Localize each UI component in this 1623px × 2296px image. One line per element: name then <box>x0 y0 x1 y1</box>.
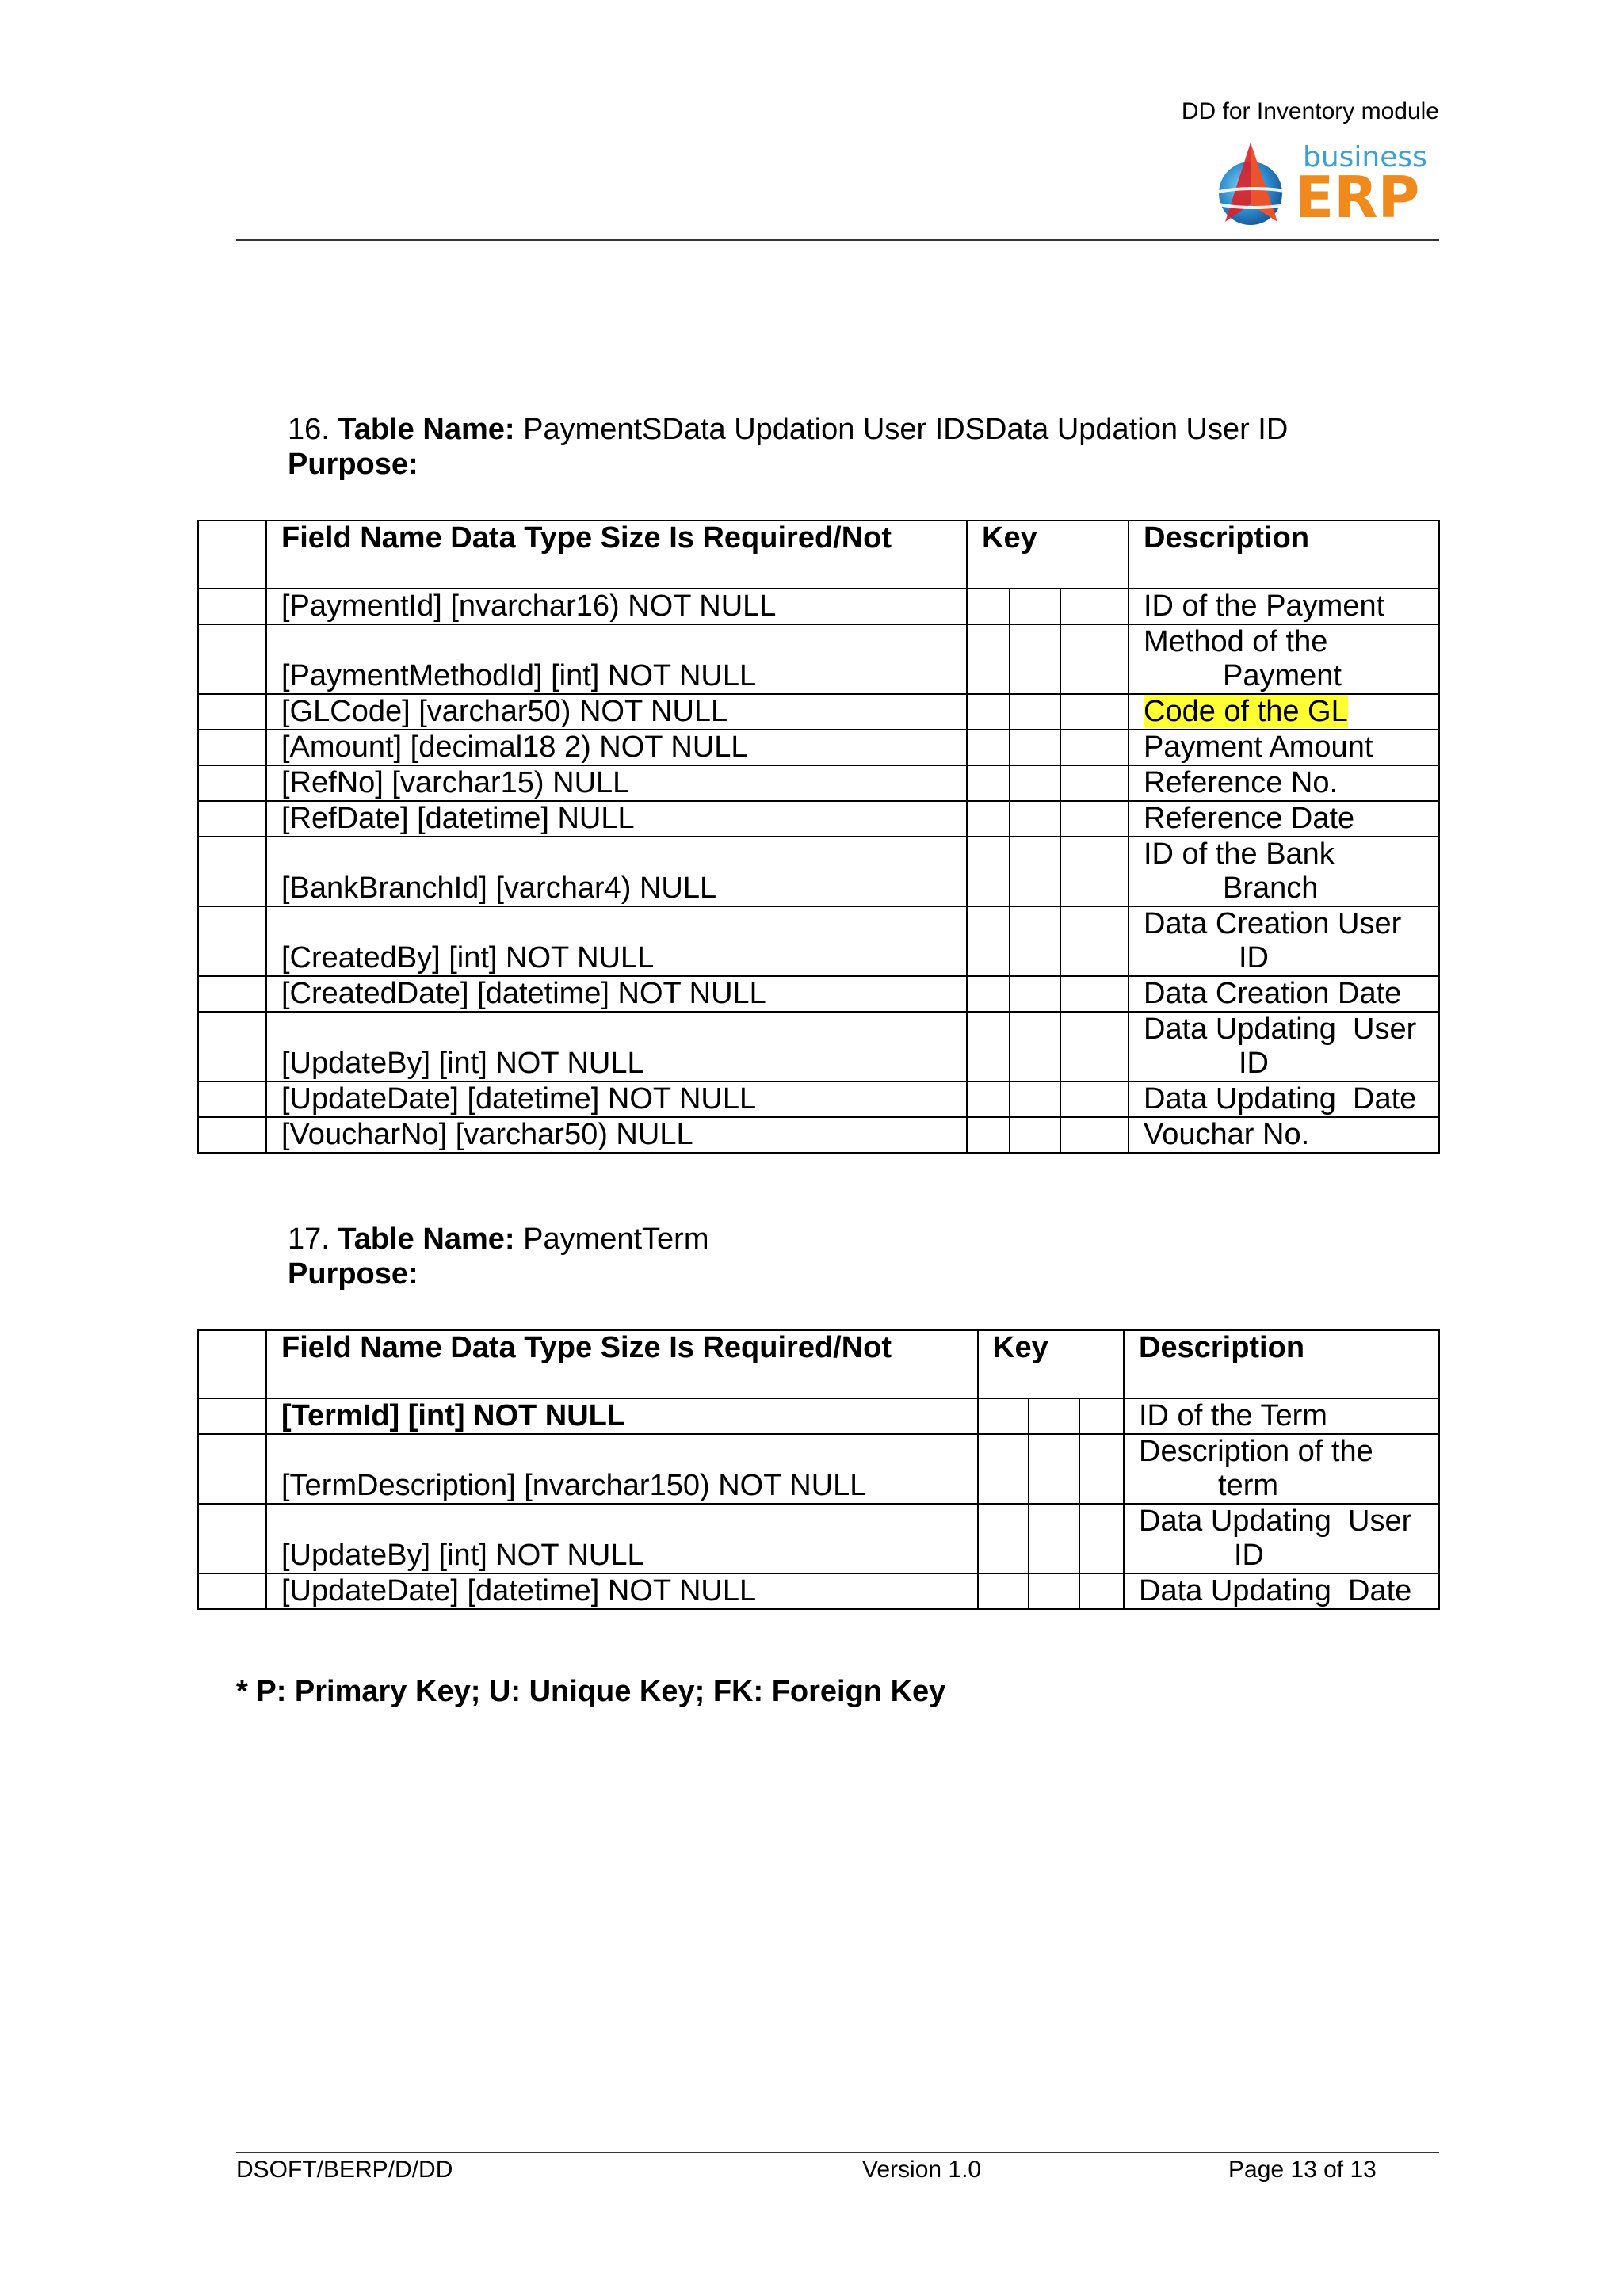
table-row <box>198 624 1439 694</box>
table-row <box>198 1573 1439 1609</box>
payment-term-table <box>197 1329 1440 1610</box>
business-erp-logo <box>1201 136 1439 231</box>
table-row <box>198 1081 1439 1117</box>
table-row <box>198 801 1439 837</box>
col-header-description: Description <box>1128 521 1439 589</box>
key-legend: * P: Primary Key; U: Unique Key; FK: Foreign Key <box>236 1675 946 1708</box>
table-row <box>198 1117 1439 1153</box>
table-row <box>198 694 1439 730</box>
table-row <box>198 1434 1439 1504</box>
field-cell: [UpdateBy] [int] NOT NULL <box>266 1504 978 1573</box>
section-number: 16. <box>288 413 330 446</box>
field-cell: [Amount] [decimal18 2) NOT NULL <box>266 730 967 765</box>
table-name-label: Table Name: <box>338 1222 515 1256</box>
table-row <box>198 837 1439 906</box>
description-cell <box>1128 694 1439 730</box>
description-cell: ID of the Bank Branch <box>1128 837 1439 906</box>
table-name-value: PaymentSData Updation User IDSData Updation User ID <box>523 413 1289 446</box>
table-row <box>198 589 1439 624</box>
description-cell: Data Updating Date <box>1128 1081 1439 1117</box>
footer-version: Version 1.0 <box>862 2157 982 2183</box>
field-cell: [GLCode] [varchar50) NOT NULL <box>266 694 967 730</box>
col-header-field: Field Name Data Type Size Is Required/Not <box>266 1330 978 1398</box>
description-cell: Reference No. <box>1128 765 1439 801</box>
table-row <box>198 1398 1439 1434</box>
field-cell: [TermId] [int] NOT NULL <box>266 1398 978 1434</box>
description-cell: ID of the Payment <box>1128 589 1439 624</box>
table-row <box>198 1504 1439 1573</box>
table-row <box>198 976 1439 1012</box>
field-cell: [TermDescription] [nvarchar150) NOT NULL <box>266 1434 978 1504</box>
description-cell: Data Updating User ID <box>1128 1012 1439 1081</box>
table-row <box>198 765 1439 801</box>
field-cell: [RefDate] [datetime] NULL <box>266 801 967 837</box>
description-cell: Payment Amount <box>1128 730 1439 765</box>
description-cell: Description of the term <box>1124 1434 1439 1504</box>
description-cell: Vouchar No. <box>1128 1117 1439 1153</box>
table-row <box>198 906 1439 976</box>
table-header-row <box>198 521 1439 589</box>
col-header-field: Field Name Data Type Size Is Required/Not <box>266 521 967 589</box>
table-row <box>198 1012 1439 1081</box>
table-name-value: PaymentTerm <box>523 1222 709 1256</box>
field-cell: [BankBranchId] [varchar4) NULL <box>266 837 967 906</box>
field-cell: [UpdateDate] [datetime] NOT NULL <box>266 1081 967 1117</box>
field-cell: [UpdateBy] [int] NOT NULL <box>266 1012 967 1081</box>
table-row <box>198 730 1439 765</box>
col-header-key: Key <box>978 1330 1124 1398</box>
field-cell: [CreatedDate] [datetime] NOT NULL <box>266 976 967 1012</box>
description-cell: Data Updating Date <box>1124 1573 1439 1609</box>
footer-page-number: Page 13 of 13 <box>1228 2157 1377 2183</box>
footer-divider <box>236 2152 1439 2153</box>
description-cell: Reference Date <box>1128 801 1439 837</box>
header-divider <box>236 239 1439 241</box>
description-cell: Method of the Payment <box>1128 624 1439 694</box>
section-number: 17. <box>288 1222 330 1256</box>
table-header-row <box>198 1330 1439 1398</box>
field-cell: [PaymentMethodId] [int] NOT NULL <box>266 624 967 694</box>
highlighted-text: Code of the GL <box>1144 695 1348 728</box>
col-header-key: Key <box>967 521 1128 589</box>
field-cell: [RefNo] [varchar15) NULL <box>266 765 967 801</box>
table-name-label: Table Name: <box>338 413 515 446</box>
col-header-description: Description <box>1124 1330 1439 1398</box>
description-cell: Data Creation User ID <box>1128 906 1439 976</box>
logo-erp-text: ERP <box>1295 164 1420 231</box>
description-cell: Data Updating User ID <box>1124 1504 1439 1573</box>
description-cell: Data Creation Date <box>1128 976 1439 1012</box>
purpose-label: Purpose: <box>288 1257 418 1291</box>
logo-business-text: business <box>1303 141 1427 174</box>
field-cell: [CreatedBy] [int] NOT NULL <box>266 906 967 976</box>
description-cell: ID of the Term <box>1124 1398 1439 1434</box>
payment-table <box>197 520 1440 1154</box>
field-cell: [PaymentId] [nvarchar16) NOT NULL <box>266 589 967 624</box>
section-16-heading <box>288 412 1288 482</box>
document-title: DD for Inventory module <box>1181 98 1439 124</box>
field-cell: [VoucharNo] [varchar50) NULL <box>266 1117 967 1153</box>
purpose-label: Purpose: <box>288 448 418 481</box>
footer-doc-code: DSOFT/BERP/D/DD <box>236 2157 453 2183</box>
section-17-heading <box>288 1222 709 1291</box>
field-cell: [UpdateDate] [datetime] NOT NULL <box>266 1573 978 1609</box>
